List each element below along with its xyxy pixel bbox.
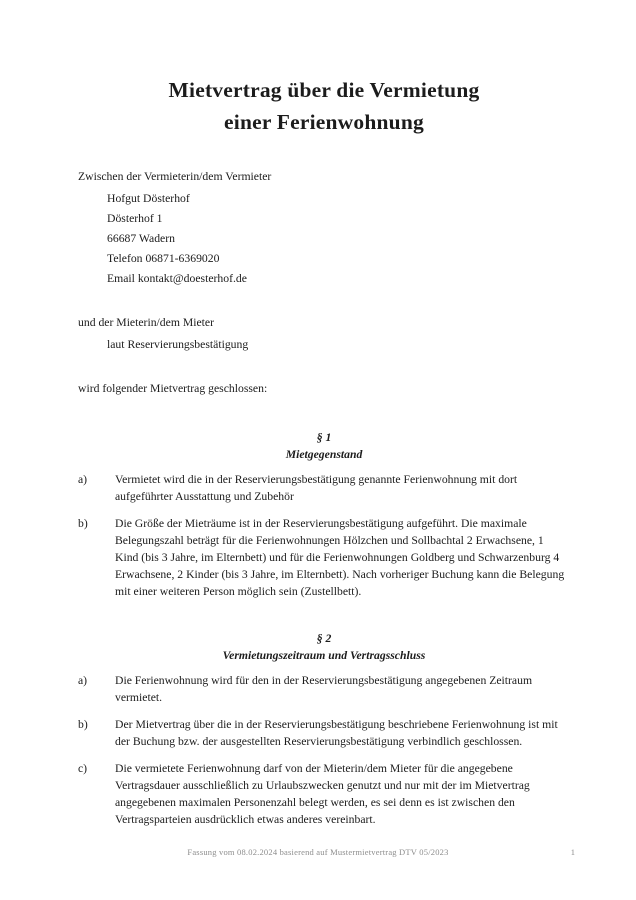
section-1-title: Mietgegenstand	[285, 448, 363, 461]
landlord-email: Email kontakt@doesterhof.de	[107, 272, 247, 285]
landlord-street: Dösterhof 1	[107, 212, 163, 225]
clause-1b	[78, 515, 570, 600]
section-1	[78, 430, 570, 600]
clause-1a	[78, 471, 570, 505]
document-title-line-1: Mietvertrag über die Vermietung	[168, 78, 480, 102]
section-2-number: § 2	[316, 632, 332, 645]
clause-2c	[78, 760, 570, 828]
clause-2a	[78, 672, 570, 706]
document-title	[78, 74, 570, 138]
clause-1a-text: Vermietet wird die in der Reservierungsbestätigung genannte Ferienwohnung mit dort aufgeführter Ausstattung und Zubehör	[115, 473, 518, 503]
section-2-title: Vermietungszeitraum und Vertragsschluss	[222, 649, 426, 662]
page-number: 1	[570, 847, 575, 857]
clause-2b	[78, 716, 570, 750]
contract-opening-line: wird folgender Mietvertrag geschlossen:	[78, 382, 268, 395]
landlord-city: 66687 Wadern	[107, 232, 175, 245]
section-2-heading	[78, 631, 570, 664]
tenant-intro: und der Mieterin/dem Mieter	[78, 316, 214, 329]
tenant-reference: laut Reservierungsbestätigung	[107, 338, 249, 351]
section-1-heading	[78, 430, 570, 463]
clause-2b-label: b)	[78, 718, 88, 731]
landlord-phone: Telefon 06871-6369020	[107, 252, 220, 265]
landlord-intro: Zwischen der Vermieterin/dem Vermieter	[78, 170, 272, 183]
clause-2a-label: a)	[78, 674, 88, 687]
document-title-line-2: einer Ferienwohnung	[224, 110, 424, 134]
clause-1b-label: b)	[78, 517, 88, 530]
clause-1a-label: a)	[78, 473, 88, 486]
landlord-address-block	[78, 190, 570, 287]
clause-2a-text: Die Ferienwohnung wird für den in der Reservierungsbestätigung angegebenen Zeitraum vermietet.	[115, 674, 533, 704]
clause-1b-text: Die Größe der Mieträume ist in der Reservierungsbestätigung aufgeführt. Die maximale Belegungszahl beträgt für die Ferienwohnungen Hölzchen und Sollbachtal 2 Erwachsene, 1 Kind (bis 3 Jahre, im Elternbett) und für die Ferienwohnungen Goldberg und Schwarzenburg 4 Erwachsene, 2 Kinder (bis 3 Jahre, im Elternbett). Nach vorheriger Buchung kann die Belegung mit einer weiteren Person möglich sein (Zustellbett).	[115, 517, 565, 598]
tenant-block	[78, 336, 570, 353]
clause-2c-label: c)	[78, 762, 88, 775]
section-1-number: § 1	[316, 431, 332, 444]
clause-2c-text: Die vermietete Ferienwohnung darf von der Mieterin/dem Mieter für die angegebene Vertragsdauer ausschließlich zu Urlaubszwecken genutzt und nur mit der im Mietvertrag angegebenen maximalen Personenzahl belegt werden, es sei denn es ist zwischen den Vertragsparteien ausdrücklich etwas anderes vereinbart.	[115, 762, 530, 826]
landlord-name: Hofgut Dösterhof	[107, 192, 190, 205]
clause-2b-text: Der Mietvertrag über die in der Reservierungsbestätigung beschriebene Ferienwohnung ist mit der Buchung bzw. der ausgestellten Reservierungsbestätigung verbindlich geschlossen.	[115, 718, 558, 748]
section-2	[78, 631, 570, 828]
document-body	[78, 168, 570, 828]
footer-version-note: Fassung vom 08.02.2024 basierend auf Mustermietvertrag DTV 05/2023	[187, 847, 449, 857]
